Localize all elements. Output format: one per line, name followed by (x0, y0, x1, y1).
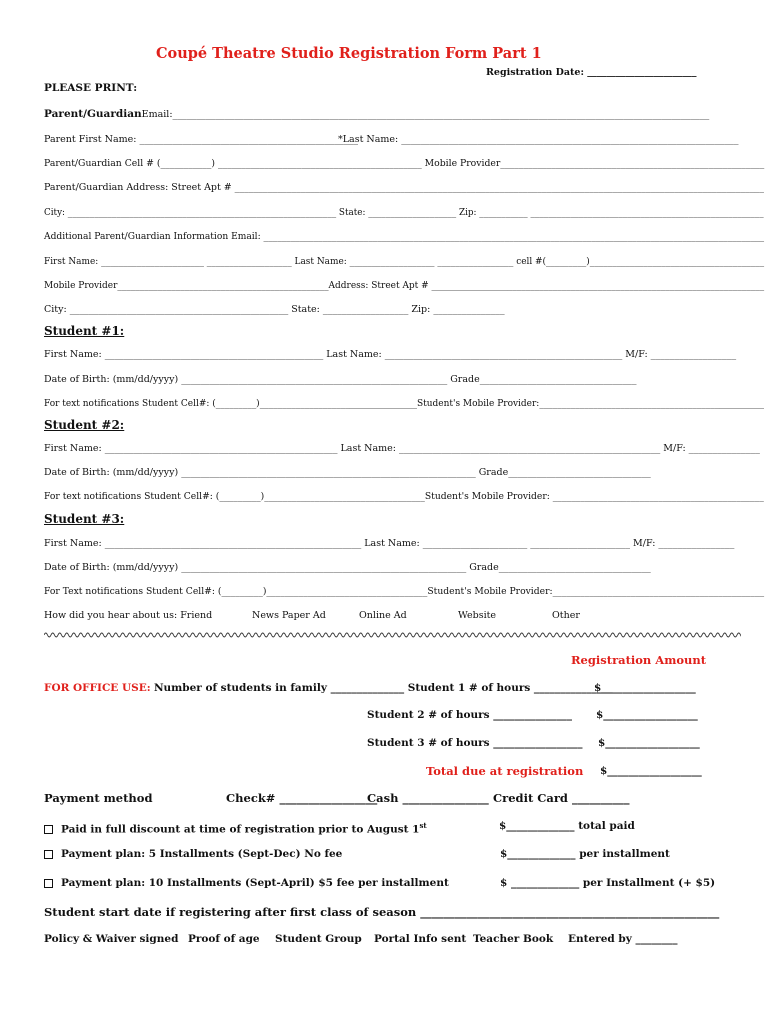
cash-field[interactable]: Cash _______________ (367, 791, 489, 805)
parent-first-name-field[interactable]: Parent First Name: ______________________________________________ (44, 134, 358, 145)
parent-city-field[interactable]: City: _____________________________________________________________ State: ____________________ Zip: ___________ _____________________________________________________ (44, 207, 764, 218)
parent-last-name-field[interactable]: *Last Name: _______________________________________________________________________ (338, 134, 739, 145)
parent-guardian-label: Parent/Guardian (44, 108, 142, 120)
student-2-dob-row[interactable]: Date of Birth: (mm/dd/yyyy) ______________________________________________________________ Grade______________________________ (44, 467, 651, 478)
ordinal-suffix: st (419, 821, 427, 830)
form-title: Coupé Theatre Studio Registration Form Part 1 (156, 45, 542, 62)
ten-installments-label: Payment plan: 10 Installments (Sept-April) $5 fee per installment (61, 877, 449, 889)
per-installment-field[interactable]: $_____________ per installment (500, 848, 670, 860)
registration-amount-heading: Registration Amount (571, 653, 707, 667)
student-3-dob-row[interactable]: Date of Birth: (mm/dd/yyyy) ____________________________________________________________ Grade________________________________ (44, 562, 651, 573)
checkbox[interactable] (44, 850, 53, 859)
office-use-row (44, 682, 613, 694)
total-paid-field[interactable]: $_____________ total paid (499, 820, 635, 832)
student-3-header: Student #3: (44, 512, 125, 526)
paid-in-full-option[interactable] (44, 820, 427, 836)
entered-by-field[interactable]: Entered by ________ (568, 933, 678, 945)
portal-info-sent-label: Portal Info sent (374, 933, 467, 945)
total-due-label: Total due at registration (426, 764, 584, 778)
paid-in-full-label: Paid in full discount at time of registration prior to August 1 (61, 823, 420, 836)
check-number-field[interactable]: Check# _________________ (226, 791, 378, 805)
per-installment-plus-fee-field[interactable]: $ _____________ per Installment (+ $5) (500, 877, 716, 889)
hear-newspaper-option[interactable]: News Paper Ad (252, 610, 326, 621)
parent-email-line: Email:_________________________________________________________________________________________________________________ (141, 109, 710, 120)
for-office-use-label: FOR OFFICE USE: (44, 682, 151, 694)
student-1-header: Student #1: (44, 324, 125, 338)
hear-website-option[interactable]: Website (458, 610, 497, 621)
total-due-field[interactable]: $__________________ (600, 765, 702, 777)
additional-parent-city-row[interactable]: City: ______________________________________________ State: __________________ Zip: _______________ (44, 304, 505, 315)
proof-of-age-label: Proof of age (188, 933, 260, 945)
student-2-hours-field[interactable]: Student 2 # of hours _______________ (367, 709, 572, 721)
five-installments-option[interactable] (44, 848, 342, 860)
student-2-name-row[interactable]: First Name: _________________________________________________ Last Name: _______________________________________________________ M/F: _______________ (44, 443, 760, 454)
student-2-header: Student #2: (44, 418, 125, 432)
hear-online-option[interactable]: Online Ad (359, 610, 407, 621)
amount-2-field[interactable]: $__________________ (596, 709, 698, 721)
parent-email-field[interactable] (44, 108, 709, 121)
student-3-hours-field[interactable]: Student 3 # of hours _________________ (367, 737, 583, 749)
amount-1-field[interactable]: $__________________ (594, 682, 696, 694)
checkbox[interactable] (44, 825, 53, 834)
registration-date-field[interactable]: Registration Date: _______________________ (486, 67, 697, 78)
student-1-name-row[interactable]: First Name: ______________________________________________ Last Name: __________________________________________________ M/F: __________________ (44, 349, 737, 360)
additional-parent-email-field[interactable]: Additional Parent/Guardian Information Email: ______________________________________________________________________________________________________________ (44, 231, 765, 242)
amount-3-field[interactable]: $__________________ (598, 737, 700, 749)
students-in-family-field[interactable]: Number of students in family ______________ Student 1 # of hours _______________ (153, 682, 613, 694)
ten-installments-option[interactable] (44, 877, 449, 889)
student-2-cell-row[interactable]: For text notifications Student Cell#: (_________)___________________________________Student's Mobile Provider: ______________________________________________ (44, 491, 764, 502)
student-group-label: Student Group (275, 933, 362, 945)
wavy-divider (44, 630, 741, 640)
teacher-book-label: Teacher Book (473, 933, 554, 945)
hear-about-label: How did you hear about us: Friend (44, 610, 213, 621)
parent-cell-field[interactable]: Parent/Guardian Cell # (___________) ____________________________________________ Mobile Provider_________________________________________________________ (44, 158, 765, 169)
payment-method-label: Payment method (44, 791, 153, 805)
student-3-name-row[interactable]: First Name: ______________________________________________________ Last Name: ______________________ _____________________ M/F: ________________ (44, 538, 735, 549)
credit-card-field[interactable]: Credit Card __________ (493, 791, 630, 805)
student-1-cell-row[interactable]: For text notifications Student Cell#: (_________)___________________________________Student's Mobile Provider:__________________________________________________ (44, 398, 765, 409)
parent-address-field[interactable]: Parent/Guardian Address: Street Apt # ________________________________________________________________________________________________________________ (44, 182, 765, 193)
student-1-dob-row[interactable]: Date of Birth: (mm/dd/yyyy) ________________________________________________________ Grade_________________________________ (44, 374, 637, 385)
checkbox[interactable] (44, 879, 53, 888)
additional-parent-provider-row[interactable]: Mobile Provider_______________________________________________Address: Street Apt # __________________________________________________________________________ (44, 280, 765, 291)
additional-parent-name-row[interactable]: First Name: _______________________ ___________________ Last Name: ___________________ _________________ cell #(_________)_______________________________________ (44, 256, 765, 267)
start-date-field[interactable]: Student start date if registering after first class of season ____________________________________________________ (44, 905, 720, 919)
student-3-cell-row[interactable]: For Text notifications Student Cell#: (_________)___________________________________Student's Mobile Provider:______________________________________________ (44, 586, 765, 597)
five-installments-label: Payment plan: 5 Installments (Sept-Dec) No fee (61, 848, 343, 860)
please-print-label: PLEASE PRINT: (44, 82, 138, 94)
policy-waiver-signed-label: Policy & Waiver signed (44, 933, 179, 945)
hear-other-option[interactable]: Other (552, 610, 580, 621)
